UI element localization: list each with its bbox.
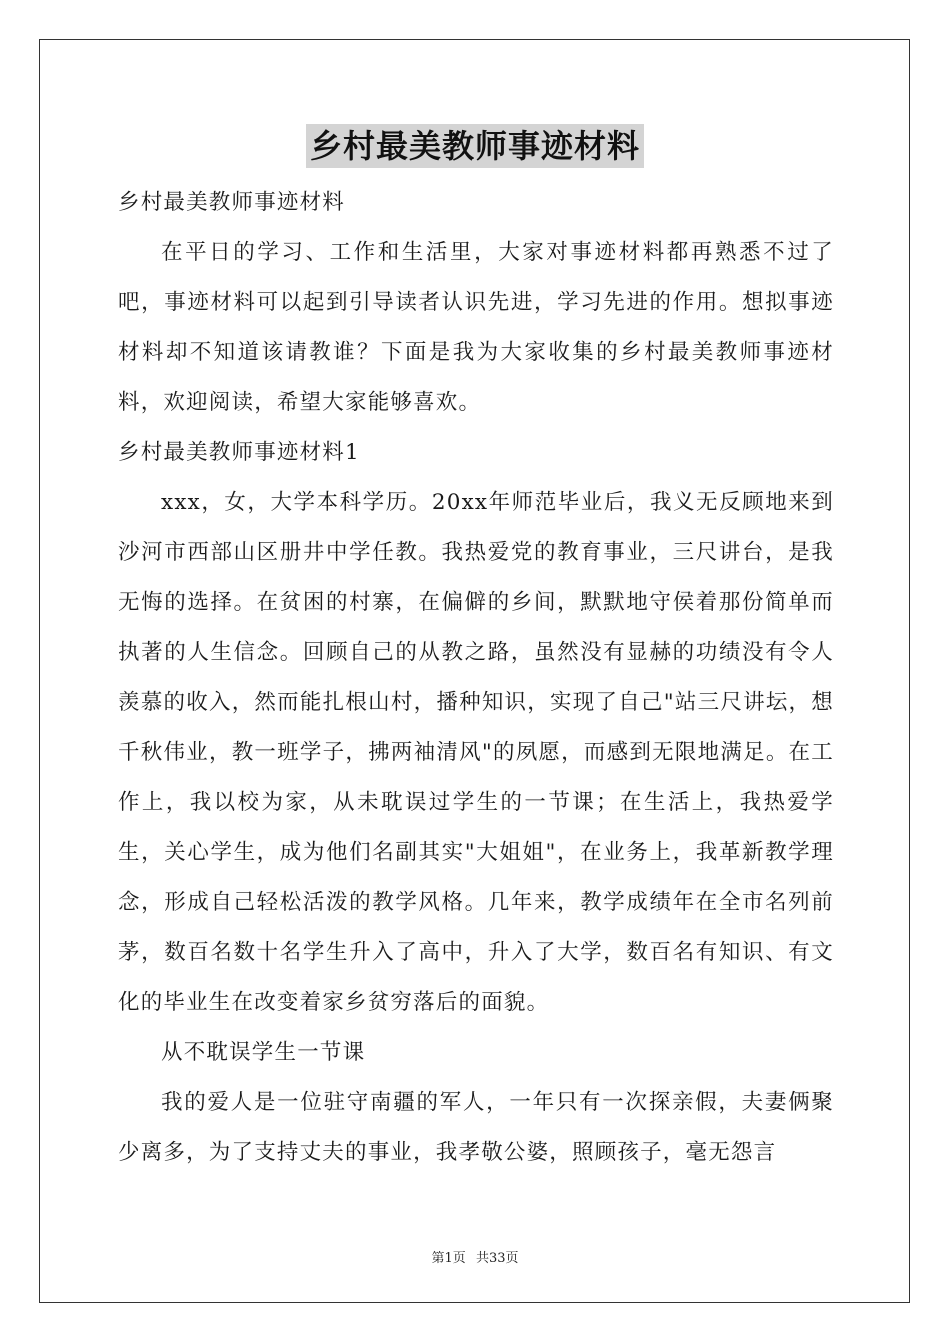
page-total: 共33页 [475,1251,519,1266]
paragraph-subtitle: 乡村最美教师事迹材料 [118,190,346,215]
page-number: 第1页 [431,1251,466,1266]
paragraph-subheading: 从不耽误学生一节课 [161,1040,366,1065]
paragraph-section-heading: 乡村最美教师事迹材料1 [118,440,360,465]
paragraph-profile: xxx，女，大学本科学历。20xx年师范毕业后，我义无反顾地来到沙河市西部山区册井中学任教。我热爱党的教育事业，三尺讲台，是我无悔的选择。在贫困的村寨，在偏僻的乡间，默默地守侯着那份简单而执著的人生信念。回顾自己的从教之路，虽然没有显赫的功绩没有令人羡慕的收入，然而能扎根山村，播种知识，实现了自己"站三尺讲坛，想千秋伟业，教一班学子，拂两袖清风"的夙愿，而感到无限地满足。在工作上，我以校为家，从未耽误过学生的一节课；在生活上，我热爱学生，关心学生，成为他们名副其实"大姐姐"，在业务上，我革新教学理念，形成自己轻松活泼的教学风格。几年来，教学成绩年在全市名列前茅，数百名数十名学生升入了高中，升入了大学，数百名有知识、有文化的毕业生在改变着家乡贫穷落后的面貌。 [118,490,834,1015]
document-title: 乡村最美教师事迹材料 [306,124,644,168]
paragraph-intro: 在平日的学习、工作和生活里，大家对事迹材料都再熟悉不过了吧，事迹材料可以起到引导读者认识先进，学习先进的作用。想拟事迹材料却不知道该请教谁？下面是我为大家收集的乡村最美教师事迹材料，欢迎阅读，希望大家能够喜欢。 [118,240,834,415]
title-container [0,124,950,168]
document-body [118,178,834,1178]
paragraph-family: 我的爱人是一位驻守南疆的军人，一年只有一次探亲假，夫妻俩聚少离多，为了支持丈夫的事业，我孝敬公婆，照顾孩子，毫无怨言 [118,1090,834,1165]
page-footer [0,1247,950,1266]
